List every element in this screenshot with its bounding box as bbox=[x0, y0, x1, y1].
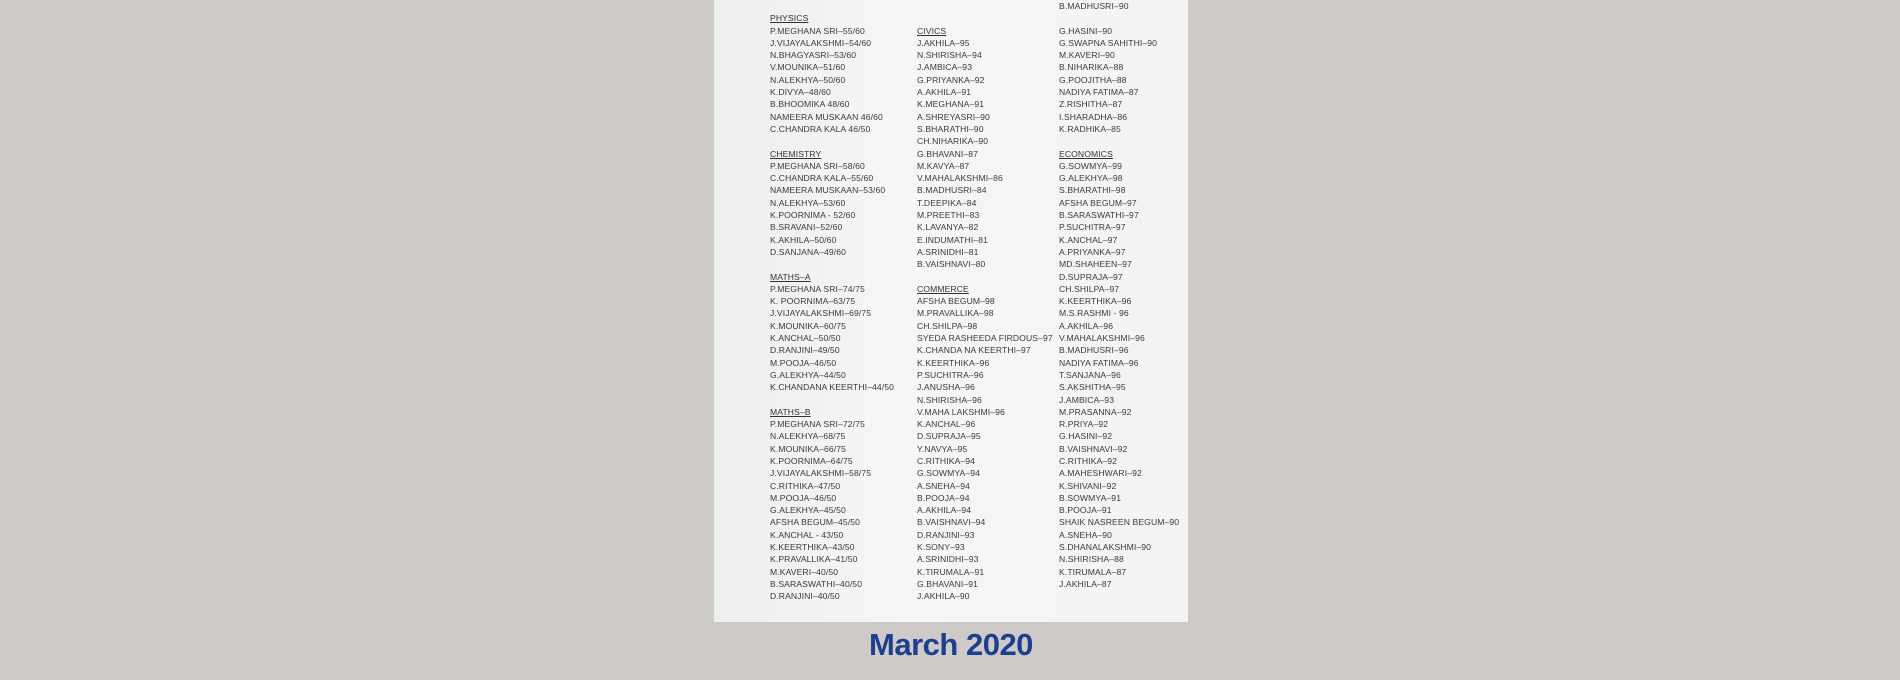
date-caption: March 2020 bbox=[869, 627, 1033, 662]
student-score: K.KEERTHIKA–96 bbox=[1059, 296, 1132, 307]
student-score: V.MAHA LAKSHMI–96 bbox=[917, 406, 1005, 417]
student-score: M.KAVERI–90 bbox=[1059, 50, 1115, 61]
student-score: B.BHOOMIKA 48/60 bbox=[770, 99, 850, 110]
student-score: M.KAVERI–40/50 bbox=[770, 566, 839, 577]
student-score: NADIYA FATIMA–87 bbox=[1059, 87, 1139, 98]
student-score: A.SRINIDHI–93 bbox=[917, 554, 979, 565]
student-score: S.BHARATHI–90 bbox=[917, 123, 984, 134]
student-score: CH.SHILPA–97 bbox=[1059, 283, 1120, 294]
student-score: B.NIHARIKA–88 bbox=[1059, 62, 1124, 73]
spacer bbox=[917, 12, 1053, 24]
student-score: V.MOUNIKA–51/60 bbox=[770, 62, 846, 73]
student-score: G.HASINI–90 bbox=[1059, 25, 1113, 36]
student-score: D.RANJINI–40/50 bbox=[770, 591, 840, 602]
spacer bbox=[917, 271, 1053, 283]
student-score: M.S.RASHMI - 96 bbox=[1059, 308, 1129, 319]
student-score: G.SOWMYA–94 bbox=[917, 468, 981, 479]
student-score: A.AKHILA–91 bbox=[917, 87, 972, 98]
student-score: J.AKHILA–90 bbox=[917, 591, 970, 602]
student-score: D.SUPRAJA–95 bbox=[917, 431, 981, 442]
subject-heading: MATHS–A bbox=[770, 271, 811, 282]
spacer bbox=[770, 0, 894, 12]
spacer bbox=[770, 135, 894, 147]
student-score: B.VAISHNAVI–92 bbox=[1059, 443, 1128, 454]
student-score: P.SUCHITRA–97 bbox=[1059, 222, 1126, 233]
student-score: CH.SHILPA–98 bbox=[917, 320, 978, 331]
student-score: N.SHIRISHA–94 bbox=[917, 50, 982, 61]
spacer bbox=[1059, 135, 1179, 147]
document-photo bbox=[714, 0, 1188, 622]
student-score: SHAIK NASREEN BEGUM–90 bbox=[1059, 517, 1180, 528]
student-score: N.ALEKHYA–50/60 bbox=[770, 74, 846, 85]
student-score: T.DEEPIKA–84 bbox=[917, 197, 977, 208]
student-score: S.AKSHITHA–95 bbox=[1059, 382, 1126, 393]
student-score: J.VIJAYALAKSHMI–58/75 bbox=[770, 468, 872, 479]
student-score: AFSHA BEGUM–45/50 bbox=[770, 517, 861, 528]
student-score: J.VIJAYALAKSHMI–69/75 bbox=[770, 308, 872, 319]
subject-heading: COMMERCE bbox=[917, 283, 969, 294]
student-score: G.SOWMYA–99 bbox=[1059, 160, 1123, 171]
student-score: V.MAHALAKSHMI–96 bbox=[1059, 333, 1145, 344]
student-score: N.ALEKHYA–53/60 bbox=[770, 197, 846, 208]
subject-heading: CHEMISTRY bbox=[770, 148, 822, 159]
subject-heading: PHYSICS bbox=[770, 13, 809, 24]
student-score: N.SHIRISHA–96 bbox=[917, 394, 982, 405]
student-score: A.SHREYASRI–90 bbox=[917, 111, 990, 122]
student-score: NAMEERA MUSKAAN 46/60 bbox=[770, 111, 883, 122]
student-score: NAMEERA MUSKAAN–53/60 bbox=[770, 185, 886, 196]
column-middle bbox=[917, 0, 1053, 603]
student-score: K. POORNIMA–63/75 bbox=[770, 296, 856, 307]
spacer bbox=[917, 0, 1053, 12]
student-score: B.POOJA–91 bbox=[1059, 505, 1112, 516]
student-score: D.SANJANA–49/60 bbox=[770, 246, 847, 257]
student-score: K.SHIVANI–92 bbox=[1059, 480, 1117, 491]
student-score: K.MEGHANA–91 bbox=[917, 99, 985, 110]
student-score: K.ANCHAL–96 bbox=[917, 419, 976, 430]
student-score: N.BHAGYASRI–53/60 bbox=[770, 50, 857, 61]
student-score: D.RANJINI–93 bbox=[917, 529, 975, 540]
student-score: N.SHIRISHA–88 bbox=[1059, 554, 1124, 565]
student-score: D.RANJINI–49/50 bbox=[770, 345, 840, 356]
column-left bbox=[770, 0, 894, 603]
student-score: K.TIRUMALA–91 bbox=[917, 566, 985, 577]
student-score: B.VAISHNAVI–80 bbox=[917, 259, 986, 270]
student-score: J.AKHILA–87 bbox=[1059, 578, 1112, 589]
student-score: P.MEGHANA SRI–74/75 bbox=[770, 283, 865, 294]
student-score: G.BHAVANI–91 bbox=[917, 578, 979, 589]
subject-heading: CIVICS bbox=[917, 25, 947, 36]
student-score: K.ANCHAL - 43/50 bbox=[770, 529, 844, 540]
student-score: K.RADHIKA–85 bbox=[1059, 123, 1121, 134]
student-score: M.PRASANNA–92 bbox=[1059, 406, 1132, 417]
student-score: G.POOJITHA–88 bbox=[1059, 74, 1127, 85]
student-score: S.BHARATHI–98 bbox=[1059, 185, 1126, 196]
student-score: K.ANCHAL–97 bbox=[1059, 234, 1118, 245]
student-score: P.MEGHANA SRI–58/60 bbox=[770, 160, 865, 171]
student-score: G.SWAPNA SAHITHI–90 bbox=[1059, 37, 1158, 48]
subject-heading: MATHS–B bbox=[770, 406, 811, 417]
student-score: A.MAHESHWARI–92 bbox=[1059, 468, 1142, 479]
student-score: C.RITHIKA–47/50 bbox=[770, 480, 841, 491]
student-score: V.MAHALAKSHMI–86 bbox=[917, 173, 1003, 184]
student-score: K.MOUNIKA–60/75 bbox=[770, 320, 847, 331]
student-score: M.POOJA–46/50 bbox=[770, 492, 837, 503]
student-score: J.VIJAYALAKSHMI–54/60 bbox=[770, 37, 872, 48]
student-score: C.RITHIKA–92 bbox=[1059, 455, 1118, 466]
student-score: A.AKHILA–94 bbox=[917, 505, 972, 516]
student-score: SYEDA RASHEEDA FIRDOUS–97 bbox=[917, 333, 1053, 344]
student-score: G.ALEKHYA–45/50 bbox=[770, 505, 846, 516]
student-score: K.CHANDA NA KEERTHI–97 bbox=[917, 345, 1031, 356]
student-score: B.MADHUSRI–90 bbox=[1059, 1, 1129, 11]
student-score: B.SRAVANI–52/60 bbox=[770, 222, 843, 233]
student-score: K.PRAVALLIKA–41/50 bbox=[770, 554, 858, 565]
student-score: K.MOUNIKA–66/75 bbox=[770, 443, 847, 454]
student-score: C.CHANDRA KALA–55/60 bbox=[770, 173, 874, 184]
spacer bbox=[770, 394, 894, 406]
student-score: K.LAVANYA–82 bbox=[917, 222, 979, 233]
column-right bbox=[1059, 0, 1179, 590]
student-score: I.SHARADHA–86 bbox=[1059, 111, 1128, 122]
student-score: K.TIRUMALA–87 bbox=[1059, 566, 1127, 577]
subject-heading: ECONOMICS bbox=[1059, 148, 1113, 159]
student-score: K.SONY–93 bbox=[917, 542, 965, 553]
student-score: G.BHAVANI–87 bbox=[917, 148, 979, 159]
student-score: G.ALEKHYA–98 bbox=[1059, 173, 1123, 184]
student-score: MD.SHAHEEN–97 bbox=[1059, 259, 1132, 270]
student-score: A.SNEHA–90 bbox=[1059, 529, 1113, 540]
student-score: A.PRIYANKA–97 bbox=[1059, 246, 1126, 257]
student-score: B.VAISHNAVI–94 bbox=[917, 517, 986, 528]
student-score: J.AMBICA–93 bbox=[917, 62, 973, 73]
student-score: J.ANUSHA–96 bbox=[917, 382, 975, 393]
student-score: B.POOJA–94 bbox=[917, 492, 970, 503]
student-score: M.PRAVALLIKA–98 bbox=[917, 308, 994, 319]
student-score: K.CHANDANA KEERTHI–44/50 bbox=[770, 382, 895, 393]
student-score: G.PRIYANKA–92 bbox=[917, 74, 985, 85]
student-score: NADIYA FATIMA–96 bbox=[1059, 357, 1139, 368]
student-score: C.CHANDRA KALA 46/50 bbox=[770, 123, 871, 134]
student-score: J.AMBICA–93 bbox=[1059, 394, 1115, 405]
student-score: B.SARASWATHI–40/50 bbox=[770, 578, 863, 589]
spacer bbox=[1059, 12, 1179, 24]
student-score: R.PRIYA–92 bbox=[1059, 419, 1109, 430]
student-score: K.KEERTHIKA–96 bbox=[917, 357, 990, 368]
student-score: M.POOJA–46/50 bbox=[770, 357, 837, 368]
student-score: K.POORNIMA–64/75 bbox=[770, 455, 853, 466]
student-score: G.ALEKHYA–44/50 bbox=[770, 369, 846, 380]
student-score: K.KEERTHIKA–43/50 bbox=[770, 542, 855, 553]
student-score: M.PREETHI–83 bbox=[917, 210, 980, 221]
student-score: C.RITHIKA–94 bbox=[917, 455, 976, 466]
spacer bbox=[770, 258, 894, 270]
student-score: D.SUPRAJA–97 bbox=[1059, 271, 1123, 282]
student-score: B.MADHUSRI–84 bbox=[917, 185, 987, 196]
student-score: P.MEGHANA SRI–55/60 bbox=[770, 25, 865, 36]
student-score: CH.NIHARIKA–90 bbox=[917, 136, 989, 147]
student-score: E.INDUMATHI–81 bbox=[917, 234, 988, 245]
student-score: AFSHA BEGUM–98 bbox=[917, 296, 995, 307]
student-score: G.HASINI–92 bbox=[1059, 431, 1113, 442]
student-score: P.MEGHANA SRI–72/75 bbox=[770, 419, 865, 430]
student-score: B.MADHUSRI–96 bbox=[1059, 345, 1129, 356]
student-score: A.AKHILA–96 bbox=[1059, 320, 1114, 331]
student-score: A.SNEHA–94 bbox=[917, 480, 971, 491]
student-score: M.KAVYA–87 bbox=[917, 160, 970, 171]
student-score: B.SARASWATHI–97 bbox=[1059, 210, 1139, 221]
student-score: K.AKHILA–50/60 bbox=[770, 234, 837, 245]
student-score: AFSHA BEGUM–97 bbox=[1059, 197, 1137, 208]
student-score: N.ALEKHYA–68/75 bbox=[770, 431, 846, 442]
student-score: A.SRINIDHI–81 bbox=[917, 246, 979, 257]
student-score: J.AKHILA–95 bbox=[917, 37, 970, 48]
student-score: S.DHANALAKSHMI–90 bbox=[1059, 542, 1151, 553]
student-score: Y.NAVYA–95 bbox=[917, 443, 968, 454]
student-score: P.SUCHITRA–96 bbox=[917, 369, 984, 380]
student-score: K.POORNIMA - 52/60 bbox=[770, 210, 856, 221]
student-score: K.ANCHAL–50/50 bbox=[770, 333, 841, 344]
student-score: K.DIVYA–48/60 bbox=[770, 87, 831, 98]
student-score: B.SOWMYA–91 bbox=[1059, 492, 1122, 503]
student-score: Z.RISHITHA–87 bbox=[1059, 99, 1123, 110]
student-score: T.SANJANA–96 bbox=[1059, 369, 1121, 380]
